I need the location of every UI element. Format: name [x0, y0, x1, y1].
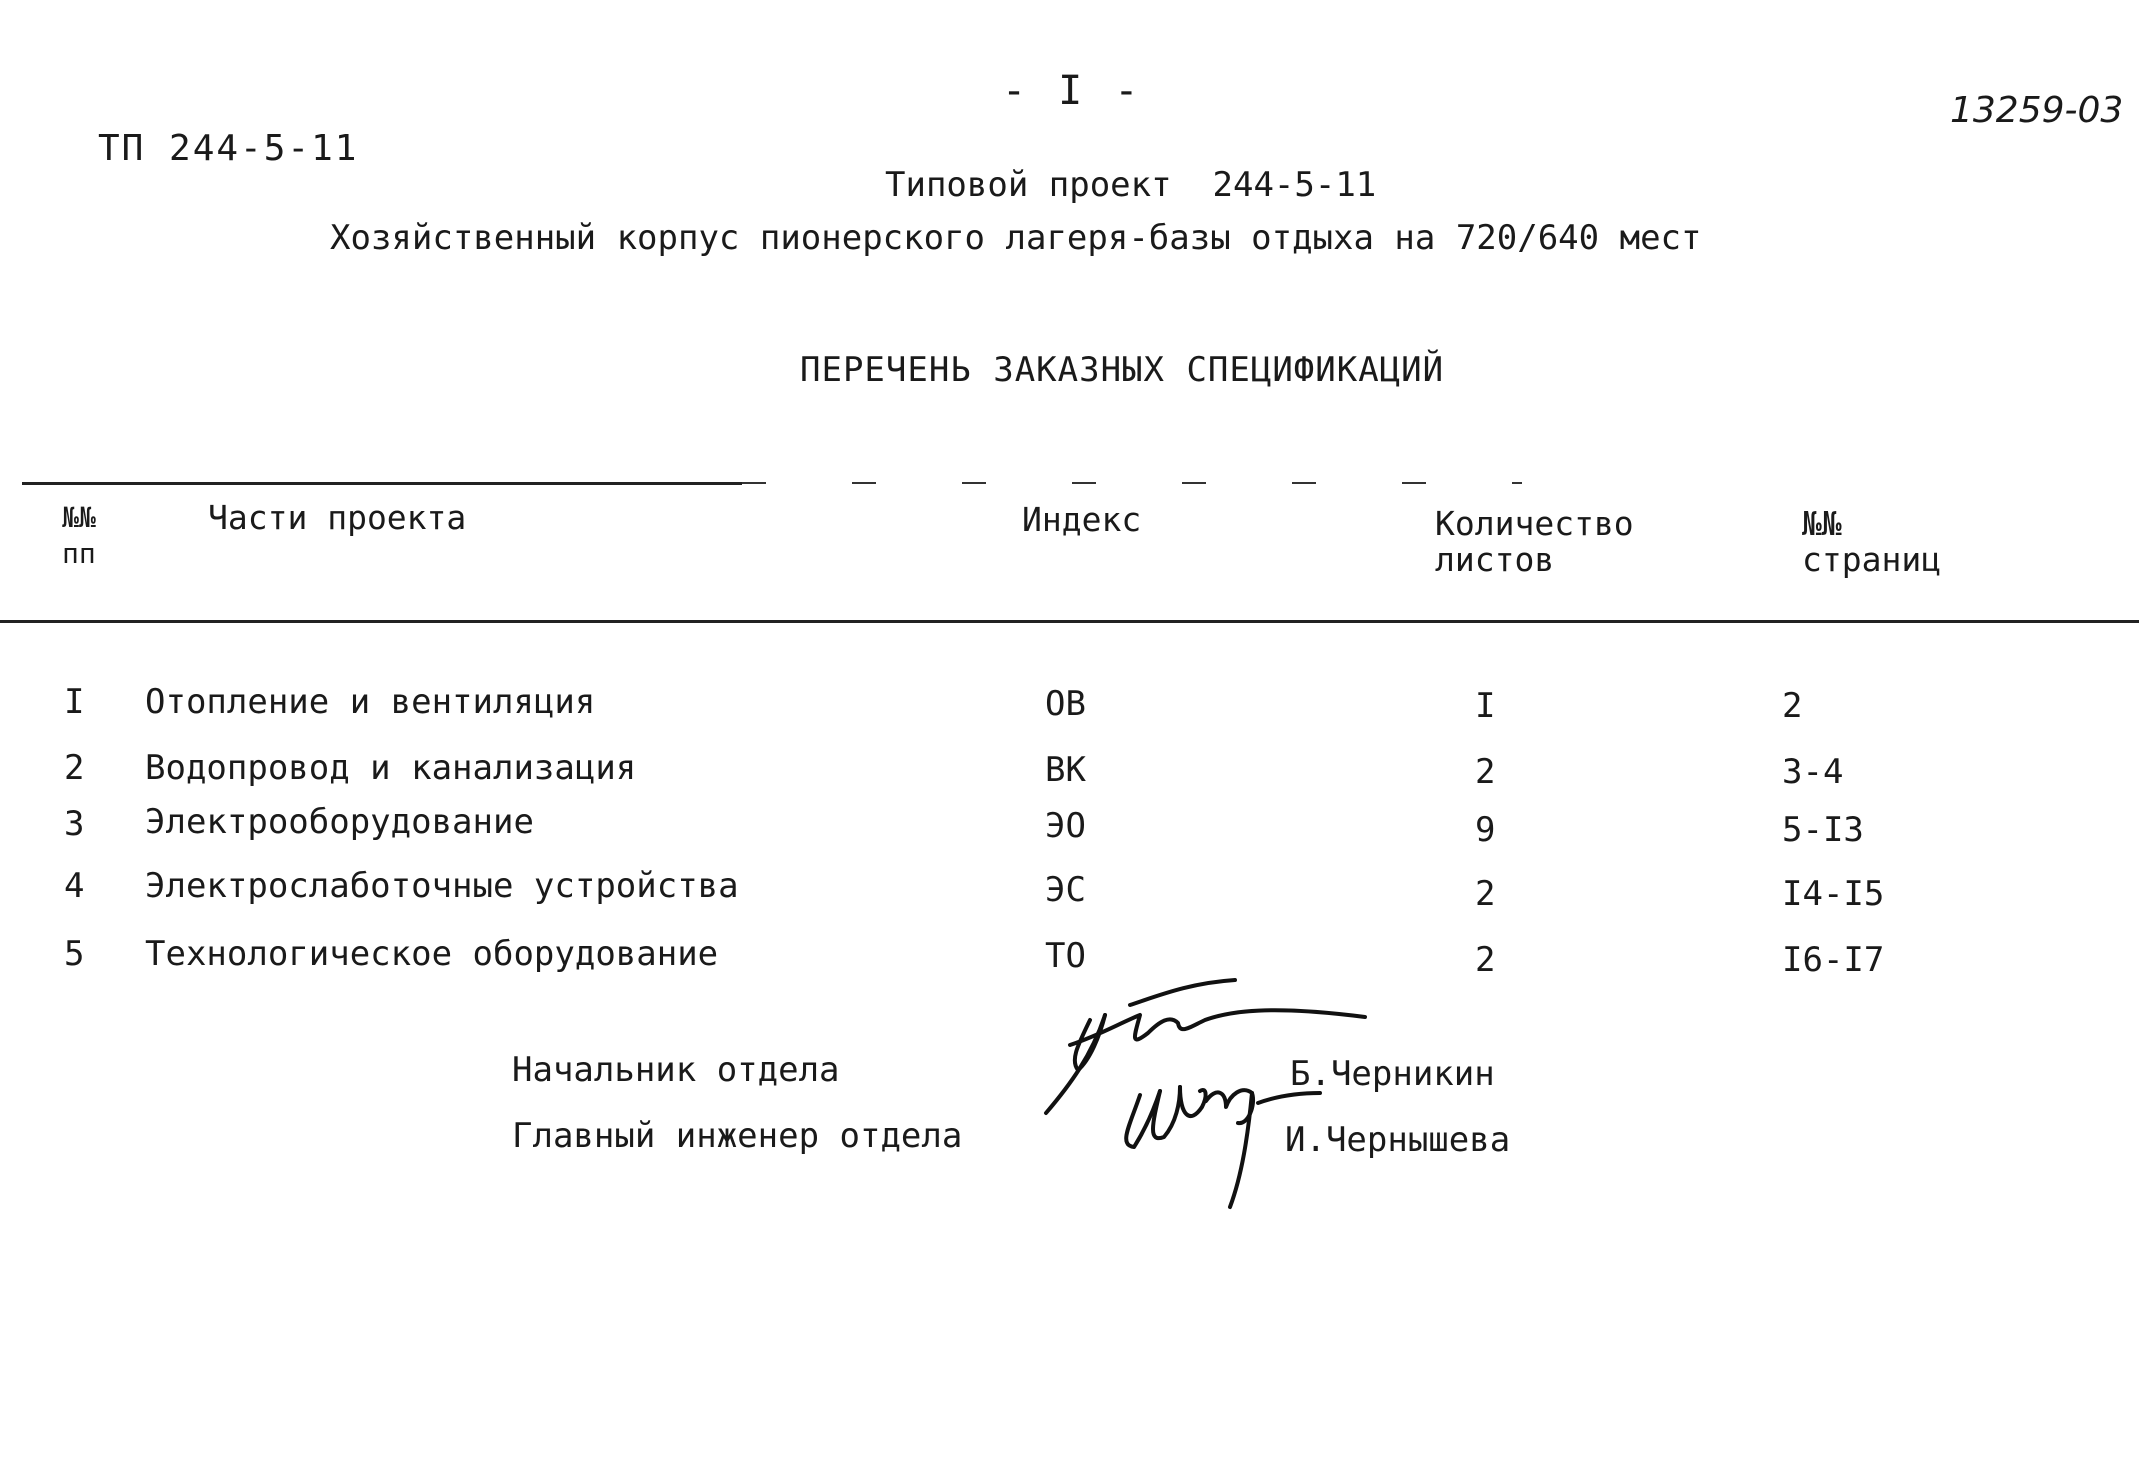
table-header-rule [0, 620, 2139, 623]
header-page-numbers-line1: №№ [1802, 504, 1842, 543]
table-top-rule [22, 482, 742, 485]
row-part-name: Отопление и вентиляция [145, 682, 596, 722]
header-page-numbers-line2: страниц [1802, 540, 1942, 579]
project-title: Хозяйственный корпус пионерского лагеря-базы отдыха на 720/640 мест [330, 218, 1702, 258]
row-part-name: Электрослаботочные устройства [145, 866, 739, 906]
row-number: 2 [64, 748, 85, 788]
row-pages: I4-I5 [1782, 874, 1885, 914]
row-number: 3 [64, 804, 85, 844]
row-number: 4 [64, 866, 85, 906]
archive-number-stamp: 13259-03 [1950, 90, 2124, 131]
header-sheet-count-line2: листов [1435, 540, 1555, 579]
row-sheet-count: I [1475, 686, 1496, 726]
page-number: - I - [1002, 68, 1143, 114]
row-pages: 5-I3 [1782, 810, 1864, 850]
project-stamp-left: ТП 244-5-11 [98, 128, 359, 169]
row-index: ЭС [1045, 870, 1086, 910]
row-index: ТО [1045, 936, 1086, 976]
signature-name-department-head: Б.Черникин [1290, 1054, 1495, 1094]
row-part-name: Электрооборудование [145, 802, 534, 842]
header-index: Индекс [1022, 500, 1142, 539]
row-pages: 3-4 [1782, 752, 1844, 792]
header-project-parts: Части проекта [208, 498, 467, 537]
row-number: I [64, 682, 85, 722]
signature-name-chief-engineer: И.Чернышева [1285, 1120, 1511, 1160]
header-page-numbers [1802, 506, 1941, 578]
header-sheet-count-line1: Количество [1435, 504, 1634, 543]
row-index: ОВ [1045, 684, 1086, 724]
header-sheet-count [1435, 506, 1634, 578]
row-sheet-count: 2 [1475, 940, 1496, 980]
row-part-name: Технологическое оборудование [145, 934, 719, 974]
row-index: ЭО [1045, 806, 1086, 846]
row-pages: I6-I7 [1782, 940, 1885, 980]
signature-role-chief-engineer: Главный инженер отдела [512, 1116, 963, 1156]
header-row-number-line1: №№ [62, 501, 96, 534]
row-part-name: Водопровод и канализация [145, 748, 637, 788]
document-title: ПЕРЕЧЕНЬ ЗАКАЗНЫХ СПЕЦИФИКАЦИЙ [800, 350, 1445, 390]
signature-role-department-head: Начальник отдела [512, 1050, 840, 1090]
table-top-rule-dashes [742, 482, 1522, 484]
row-number: 5 [64, 934, 85, 974]
header-row-number-line2: пп [62, 537, 96, 570]
row-sheet-count: 2 [1475, 752, 1496, 792]
row-sheet-count: 9 [1475, 810, 1496, 850]
project-number-line: Типовой проект 244-5-11 [885, 165, 1377, 205]
row-pages: 2 [1782, 686, 1803, 726]
handwritten-signature [1030, 975, 1390, 1215]
header-row-number [62, 500, 96, 572]
row-sheet-count: 2 [1475, 874, 1496, 914]
row-index: ВК [1045, 750, 1086, 790]
